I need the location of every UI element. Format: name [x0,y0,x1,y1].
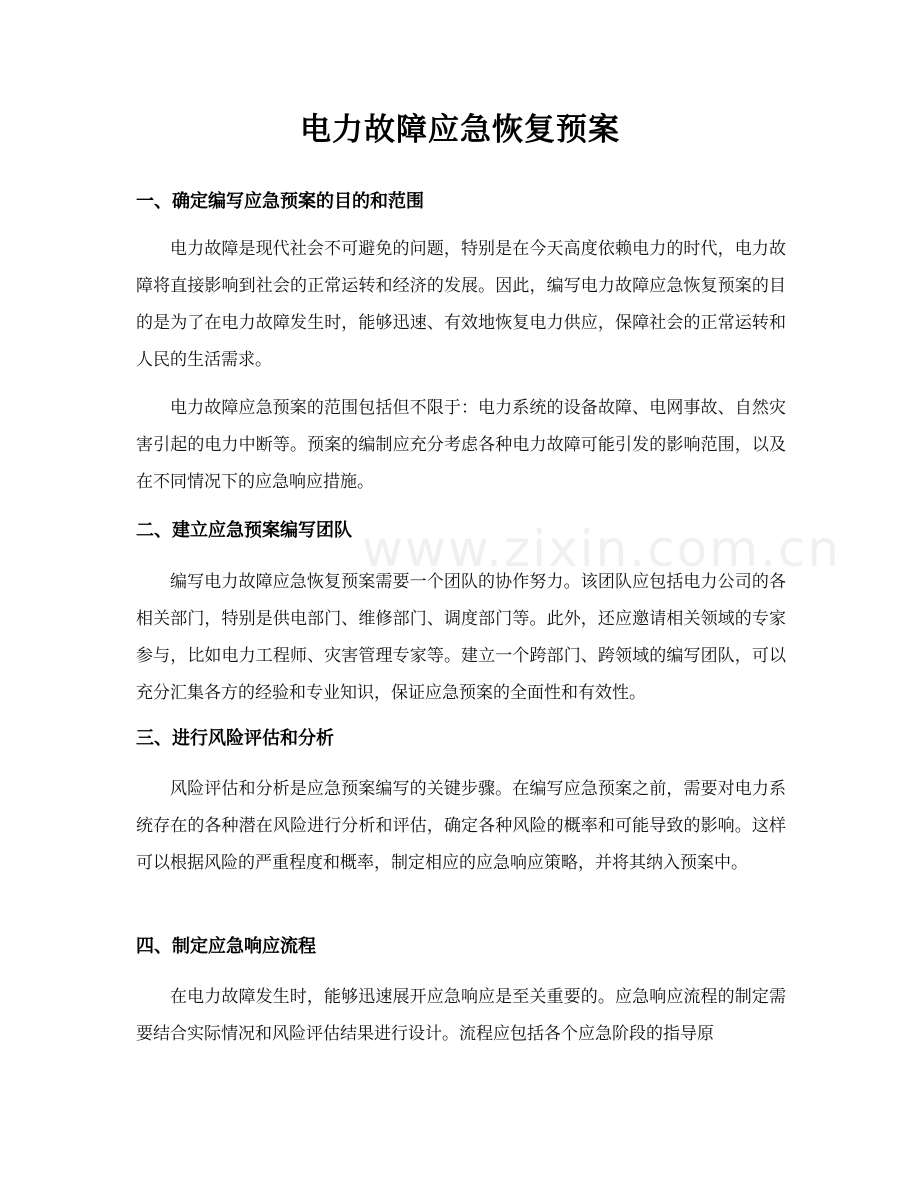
section-2-paragraph-1: 编写电力故障应急恢复预案需要一个团队的协作努力。该团队应包括电力公司的各相关部门，特别是供电部门、维修部门、调度部门等。此外，还应邀请相关领域的专家参与，比如电力工程师、灾害管理专家等。建立一个跨部门、跨领域的编写团队，可以充分汇集各方的经验和专业知识，保证应急预案的全面性和有效性。 [136,572,786,703]
watermark: www.zixin.com.cn [362,520,842,578]
section-4-paragraph-1: 在电力故障发生时，能够迅速展开应急响应是至关重要的。应急响应流程的制定需要结合实际情况和风险评估结果进行设计。流程应包括各个应急阶段的指导原 [136,987,786,1044]
section-heading-4: 四、制定应急响应流程 [136,936,316,957]
section-3-paragraph-1: 风险评估和分析是应急预案编写的关键步骤。在编写应急预案之前，需要对电力系统存在的各种潜在风险进行分析和评估，确定各种风险的概率和可能导致的影响。这样可以根据风险的严重程度和概率，制定相应的应急响应策略，并将其纳入预案中。 [136,779,786,873]
section-heading-1: 一、确定编写应急预案的目的和范围 [136,191,424,212]
section-heading-3: 三、进行风险评估和分析 [136,728,334,749]
section-1-paragraph-2: 电力故障应急预案的范围包括但不限于：电力系统的设备故障、电网事故、自然灾害引起的电力中断等。预案的编制应充分考虑各种电力故障可能引发的影响范围，以及在不同情况下的应急响应措施。 [136,398,786,492]
section-heading-2: 二、建立应急预案编写团队 [136,520,352,541]
document-title: 电力故障应急恢复预案 [300,112,620,148]
section-1-paragraph-1: 电力故障是现代社会不可避免的问题，特别是在今天高度依赖电力的时代，电力故障将直接影响到社会的正常运转和经济的发展。因此，编写电力故障应急恢复预案的目的是为了在电力故障发生时，能够迅速、有效地恢复电力供应，保障社会的正常运转和人民的生活需求。 [136,239,786,370]
